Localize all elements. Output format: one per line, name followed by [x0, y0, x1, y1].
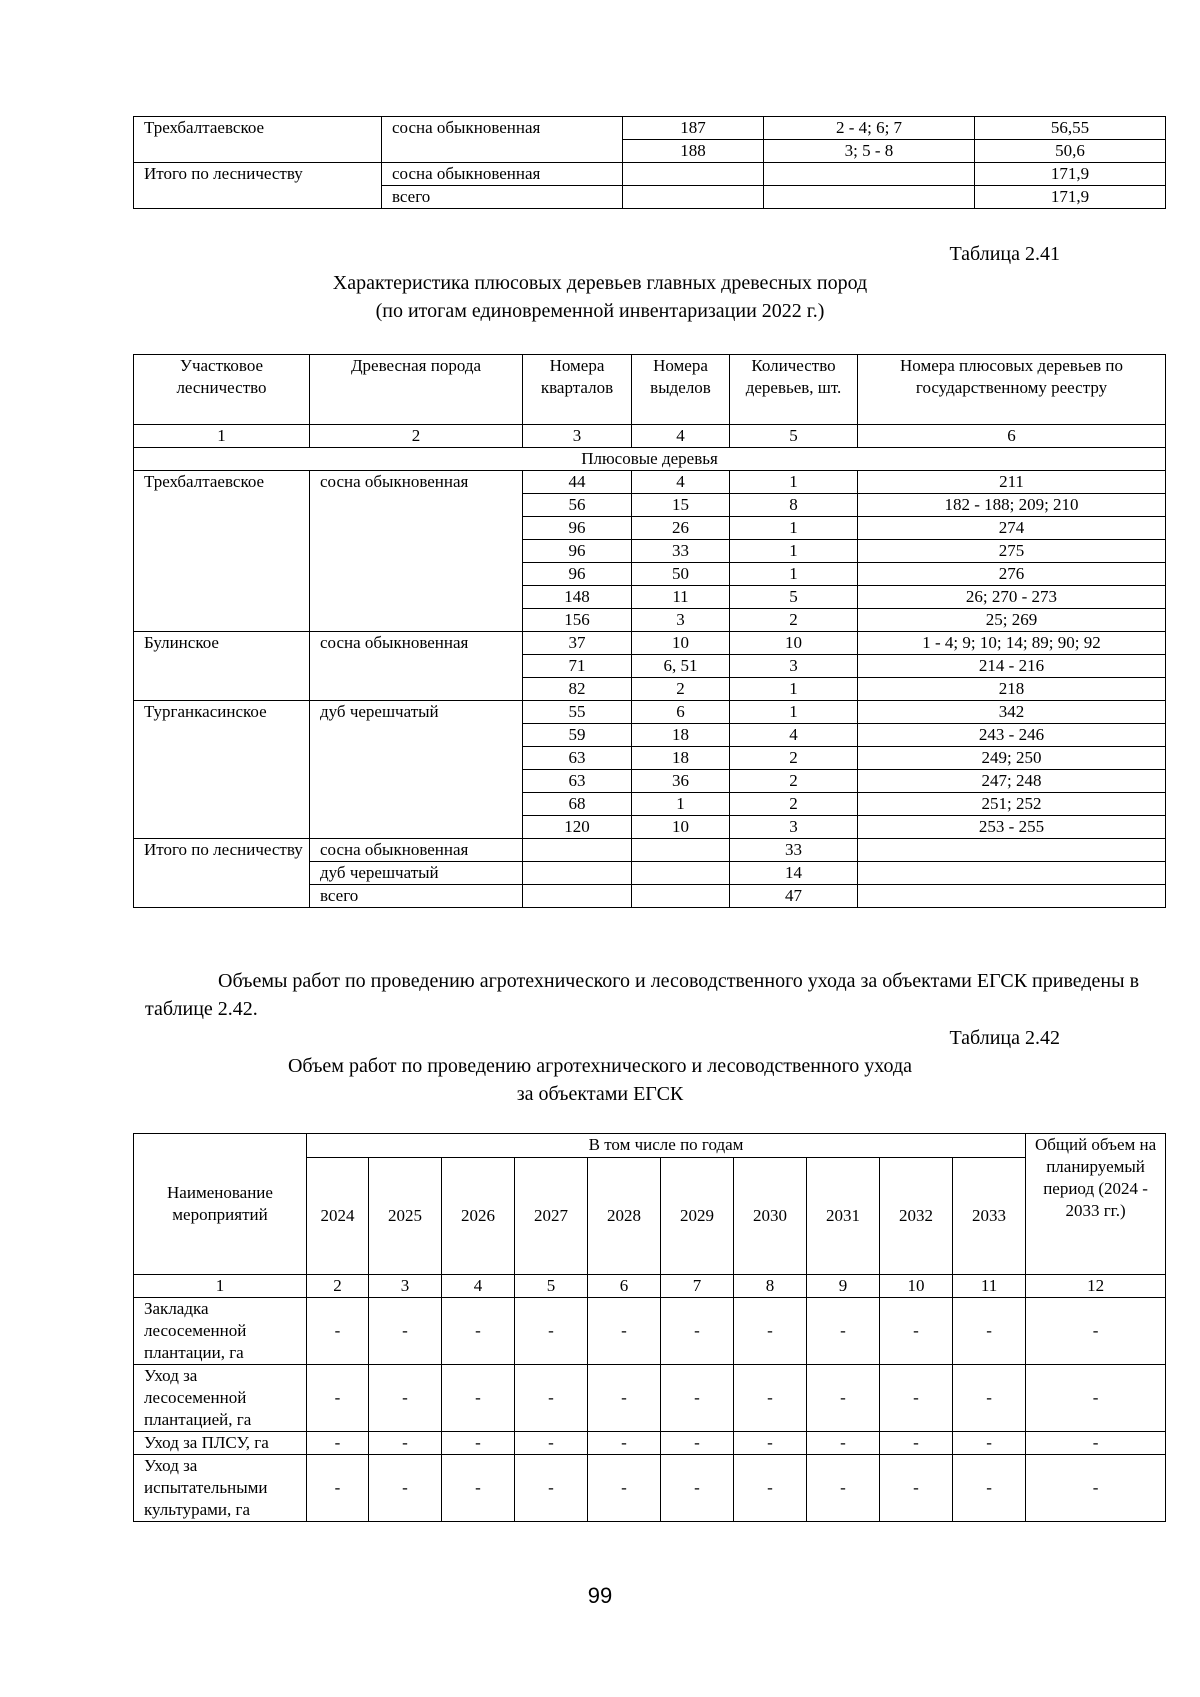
- cell-value: -: [807, 1432, 880, 1455]
- cell-forestry: [134, 586, 310, 609]
- cell-area: 171,9: [975, 186, 1166, 209]
- cell-registry: 25; 269: [858, 609, 1166, 632]
- cell-forestry: [134, 609, 310, 632]
- header-cell: Количество деревьев, шт.: [730, 355, 858, 425]
- cell-value: -: [734, 1432, 807, 1455]
- cell-registry: 182 - 188; 209; 210: [858, 494, 1166, 517]
- totals-body: [134, 839, 1166, 908]
- year-header: 2033: [953, 1158, 1026, 1275]
- header-row: [134, 1134, 1166, 1158]
- cell-value: -: [1026, 1298, 1166, 1365]
- cell-section: 50: [632, 563, 730, 586]
- column-number: 5: [730, 425, 858, 448]
- cell-count: 1: [730, 563, 858, 586]
- cell-value: -: [1026, 1365, 1166, 1432]
- cell-value: -: [369, 1365, 442, 1432]
- cell-count: 3: [730, 816, 858, 839]
- table-row: [134, 747, 1166, 770]
- cell-quarter: 55: [523, 701, 632, 724]
- table-row: [134, 678, 1166, 701]
- cell-value: -: [442, 1455, 515, 1522]
- year-header: 2026: [442, 1158, 515, 1275]
- cell-quarter: 59: [523, 724, 632, 747]
- cell-value: -: [515, 1365, 588, 1432]
- cell-registry: 214 - 216: [858, 655, 1166, 678]
- cell-registry: 342: [858, 701, 1166, 724]
- column-number-row: [134, 1275, 1166, 1298]
- cell-section: 4: [632, 471, 730, 494]
- table-row: [134, 1365, 1166, 1432]
- cell-value: -: [807, 1365, 880, 1432]
- cell-species: [310, 678, 523, 701]
- table-2-42: [133, 1133, 1166, 1522]
- cell-value: -: [953, 1298, 1026, 1365]
- cell-quarter: 63: [523, 747, 632, 770]
- cell-value: -: [880, 1432, 953, 1455]
- cell-section: 15: [632, 494, 730, 517]
- cell-quarter: 82: [523, 678, 632, 701]
- cell-value: -: [307, 1298, 369, 1365]
- cell-forestry: [134, 678, 310, 701]
- cell-forestry: Трехбалтаевское: [134, 471, 310, 494]
- column-number: 4: [632, 425, 730, 448]
- header-total: Общий объем на планируемый период (2024 - 2033 гг.): [1026, 1134, 1166, 1275]
- cell-registry: 218: [858, 678, 1166, 701]
- cell-count: 5: [730, 586, 858, 609]
- year-header: 2031: [807, 1158, 880, 1275]
- cell-quarter: 148: [523, 586, 632, 609]
- cell-count: 3: [730, 655, 858, 678]
- table-body: [134, 1298, 1166, 1522]
- cell-species: всего: [310, 885, 523, 908]
- year-header: 2032: [880, 1158, 953, 1275]
- cell-count: 1: [730, 471, 858, 494]
- cell-value: -: [953, 1455, 1026, 1522]
- cell-quarter: [523, 885, 632, 908]
- cell-count: 47: [730, 885, 858, 908]
- cell-section: 18: [632, 724, 730, 747]
- cell-value: -: [807, 1455, 880, 1522]
- header-cell: Номера выделов: [632, 355, 730, 425]
- cell-count: 1: [730, 678, 858, 701]
- cell-forestry: [134, 816, 310, 839]
- cell-quarter: 96: [523, 517, 632, 540]
- cell-quarter: 187: [623, 117, 764, 140]
- table-row: [134, 1298, 1166, 1365]
- table-row: [134, 770, 1166, 793]
- cell-count: 2: [730, 770, 858, 793]
- cell-section: [632, 839, 730, 862]
- cell-registry: 211: [858, 471, 1166, 494]
- cell-value: -: [953, 1432, 1026, 1455]
- cell-section: [632, 885, 730, 908]
- column-number-row: [134, 425, 1166, 448]
- cell-quarter: 56: [523, 494, 632, 517]
- cell-species: [310, 747, 523, 770]
- table-row: [134, 540, 1166, 563]
- year-header: 2024: [307, 1158, 369, 1275]
- table-row: [134, 163, 1166, 186]
- cell-section: 10: [632, 632, 730, 655]
- cell-quarter: 156: [523, 609, 632, 632]
- cell-registry: 276: [858, 563, 1166, 586]
- column-number: 1: [134, 425, 310, 448]
- cell-value: -: [1026, 1432, 1166, 1455]
- table-label: Таблица 2.42: [949, 1027, 1060, 1049]
- cell-registry: 253 - 255: [858, 816, 1166, 839]
- table-row: [134, 701, 1166, 724]
- cell-registry: 1 - 4; 9; 10; 14; 89; 90; 92: [858, 632, 1166, 655]
- cell-value: -: [307, 1365, 369, 1432]
- cell-species: [310, 655, 523, 678]
- cell-value: -: [734, 1365, 807, 1432]
- cell-species: [310, 586, 523, 609]
- column-number: 7: [661, 1275, 734, 1298]
- column-number: 12: [1026, 1275, 1166, 1298]
- cell-count: 2: [730, 747, 858, 770]
- cell-count: 1: [730, 540, 858, 563]
- table-row: [134, 117, 1166, 140]
- cell-value: -: [588, 1298, 661, 1365]
- cell-quarter: 63: [523, 770, 632, 793]
- cell-species: сосна обыкновенная: [382, 163, 623, 186]
- table-row: [134, 632, 1166, 655]
- cell-forestry: [134, 655, 310, 678]
- header-cell: Участковое лесничество: [134, 355, 310, 425]
- header-cell: Номера кварталов: [523, 355, 632, 425]
- table-row: [134, 1432, 1166, 1455]
- cell-value: -: [953, 1365, 1026, 1432]
- cell-quarter: 188: [623, 140, 764, 163]
- cell-registry: 274: [858, 517, 1166, 540]
- cell-value: -: [369, 1455, 442, 1522]
- column-number: 1: [134, 1275, 307, 1298]
- cell-forestry: [134, 747, 310, 770]
- cell-quarter: [623, 186, 764, 209]
- cell-registry: 251; 252: [858, 793, 1166, 816]
- cell-value: -: [515, 1298, 588, 1365]
- cell-quarter: 37: [523, 632, 632, 655]
- cell-forestry: Итого по лесничеству: [134, 163, 382, 186]
- header-row: [134, 355, 1166, 425]
- cell-quarter: 44: [523, 471, 632, 494]
- cell-registry: [858, 885, 1166, 908]
- cell-species: дуб черешчатый: [310, 862, 523, 885]
- cell-count: 2: [730, 793, 858, 816]
- table-label: Таблица 2.41: [949, 243, 1060, 265]
- cell-activity-name: Уход за лесосеменной плантацией, га: [134, 1365, 307, 1432]
- header-name: Наименование мероприятий: [134, 1134, 307, 1275]
- cell-value: -: [515, 1455, 588, 1522]
- cell-value: -: [588, 1365, 661, 1432]
- cell-value: -: [442, 1298, 515, 1365]
- cell-registry: 249; 250: [858, 747, 1166, 770]
- cell-quarter: 68: [523, 793, 632, 816]
- table-subtitle: за объектами ЕГСК: [516, 1083, 684, 1105]
- cell-species: [310, 793, 523, 816]
- body-paragraph: Объемы работ по проведению агротехнического и лесоводственного ухода за объектами ЕГСК приведены в таблице 2.42.: [145, 970, 1140, 1020]
- cell-sections: 3; 5 - 8: [764, 140, 975, 163]
- column-number: 2: [310, 425, 523, 448]
- table-row: [134, 816, 1166, 839]
- cell-species: сосна обыкновенная: [310, 632, 523, 655]
- cell-species: [310, 609, 523, 632]
- column-number: 2: [307, 1275, 369, 1298]
- column-number: 9: [807, 1275, 880, 1298]
- column-number: 5: [515, 1275, 588, 1298]
- column-number: 8: [734, 1275, 807, 1298]
- cell-count: 4: [730, 724, 858, 747]
- column-number: 10: [880, 1275, 953, 1298]
- column-number: 3: [523, 425, 632, 448]
- cell-count: 33: [730, 839, 858, 862]
- cell-quarter: 96: [523, 563, 632, 586]
- header-cell: Номера плюсовых деревьев по государственному реестру: [858, 355, 1166, 425]
- cell-sections: [764, 163, 975, 186]
- cell-species: сосна обыкновенная: [382, 117, 623, 140]
- cell-forestry: [134, 770, 310, 793]
- cell-section: 10: [632, 816, 730, 839]
- cell-value: -: [588, 1455, 661, 1522]
- cell-species: [310, 724, 523, 747]
- cell-section: [632, 862, 730, 885]
- cell-section: 18: [632, 747, 730, 770]
- totals-row: [134, 839, 1166, 862]
- cell-species: сосна обыкновенная: [310, 839, 523, 862]
- cell-section: 2: [632, 678, 730, 701]
- cell-forestry: Трехбалтаевское: [134, 117, 382, 140]
- cell-forestry: Турганкасинское: [134, 701, 310, 724]
- cell-forestry: [134, 494, 310, 517]
- table-row: [134, 186, 1166, 209]
- year-header: 2025: [369, 1158, 442, 1275]
- cell-forestry: [134, 540, 310, 563]
- cell-registry: 247; 248: [858, 770, 1166, 793]
- table-row: [134, 724, 1166, 747]
- year-header: 2027: [515, 1158, 588, 1275]
- cell-registry: 243 - 246: [858, 724, 1166, 747]
- cell-species: всего: [382, 186, 623, 209]
- table-row: [134, 1455, 1166, 1522]
- column-number: 4: [442, 1275, 515, 1298]
- cell-quarter: [523, 839, 632, 862]
- year-header: 2029: [661, 1158, 734, 1275]
- year-header: 2028: [588, 1158, 661, 1275]
- cell-value: -: [807, 1298, 880, 1365]
- cell-species: [382, 140, 623, 163]
- cell-species: [310, 540, 523, 563]
- cell-area: 56,55: [975, 117, 1166, 140]
- table-row: [134, 586, 1166, 609]
- cell-species: [310, 816, 523, 839]
- cell-value: -: [588, 1432, 661, 1455]
- cell-value: -: [880, 1455, 953, 1522]
- section-row: [134, 448, 1166, 471]
- cell-value: -: [880, 1365, 953, 1432]
- cell-value: -: [307, 1455, 369, 1522]
- cell-activity-name: Уход за ПЛСУ, га: [134, 1432, 307, 1455]
- cell-species: дуб черешчатый: [310, 701, 523, 724]
- column-number: 11: [953, 1275, 1026, 1298]
- cell-count: 10: [730, 632, 858, 655]
- table-row: [134, 609, 1166, 632]
- cell-section: 3: [632, 609, 730, 632]
- cell-quarter: 96: [523, 540, 632, 563]
- table-row: [134, 140, 1166, 163]
- cell-count: 1: [730, 517, 858, 540]
- cell-quarter: 71: [523, 655, 632, 678]
- header-years-group: В том числе по годам: [307, 1134, 1026, 1158]
- page-number: 99: [587, 1583, 613, 1608]
- cell-value: -: [307, 1432, 369, 1455]
- cell-registry: [858, 862, 1166, 885]
- cell-value: -: [880, 1298, 953, 1365]
- cell-count: 2: [730, 609, 858, 632]
- cell-section: 36: [632, 770, 730, 793]
- table-body: [134, 471, 1166, 839]
- cell-value: -: [1026, 1455, 1166, 1522]
- cell-registry: 26; 270 - 273: [858, 586, 1166, 609]
- table-2-41: [133, 354, 1166, 908]
- top-table: [133, 116, 1166, 209]
- cell-count: 8: [730, 494, 858, 517]
- cell-registry: 275: [858, 540, 1166, 563]
- cell-species: [310, 563, 523, 586]
- header-cell: Древесная порода: [310, 355, 523, 425]
- cell-value: -: [442, 1432, 515, 1455]
- column-number: 6: [588, 1275, 661, 1298]
- cell-species: сосна обыкновенная: [310, 471, 523, 494]
- cell-quarter: 120: [523, 816, 632, 839]
- cell-value: -: [442, 1365, 515, 1432]
- year-header: 2030: [734, 1158, 807, 1275]
- cell-forestry: [134, 186, 382, 209]
- cell-value: -: [661, 1455, 734, 1522]
- cell-value: -: [661, 1432, 734, 1455]
- cell-section: 6: [632, 701, 730, 724]
- cell-area: 50,6: [975, 140, 1166, 163]
- table-title: Объем работ по проведению агротехнического и лесоводственного ухода: [287, 1055, 913, 1077]
- cell-forestry: [134, 793, 310, 816]
- cell-species: [310, 517, 523, 540]
- cell-forestry: [134, 140, 382, 163]
- cell-value: -: [734, 1455, 807, 1522]
- cell-section: 33: [632, 540, 730, 563]
- table-row: [134, 655, 1166, 678]
- cell-value: -: [661, 1365, 734, 1432]
- column-number: 6: [858, 425, 1166, 448]
- cell-activity-name: Закладка лесосеменной плантации, га: [134, 1298, 307, 1365]
- cell-total-label: Итого по лесничеству: [134, 839, 310, 908]
- cell-quarter: [523, 862, 632, 885]
- table-row: [134, 471, 1166, 494]
- cell-registry: [858, 839, 1166, 862]
- table-subtitle: (по итогам единовременной инвентаризации 2022 г.): [375, 300, 825, 322]
- table-row: [134, 563, 1166, 586]
- cell-forestry: [134, 563, 310, 586]
- table-row: [134, 793, 1166, 816]
- cell-section: 26: [632, 517, 730, 540]
- cell-value: -: [515, 1432, 588, 1455]
- cell-value: -: [369, 1298, 442, 1365]
- table-row: [134, 494, 1166, 517]
- cell-forestry: [134, 517, 310, 540]
- table-title: Характеристика плюсовых деревьев главных древесных пород: [332, 272, 868, 294]
- cell-quarter: [623, 163, 764, 186]
- cell-section: 1: [632, 793, 730, 816]
- cell-forestry: Булинское: [134, 632, 310, 655]
- cell-value: -: [734, 1298, 807, 1365]
- cell-value: -: [369, 1432, 442, 1455]
- cell-sections: [764, 186, 975, 209]
- cell-section: 6, 51: [632, 655, 730, 678]
- section-title: Плюсовые деревья: [134, 448, 1166, 471]
- cell-activity-name: Уход за испытательными культурами, га: [134, 1455, 307, 1522]
- cell-count: 1: [730, 701, 858, 724]
- cell-sections: 2 - 4; 6; 7: [764, 117, 975, 140]
- cell-species: [310, 770, 523, 793]
- table-row: [134, 517, 1166, 540]
- cell-species: [310, 494, 523, 517]
- cell-section: 11: [632, 586, 730, 609]
- cell-forestry: [134, 724, 310, 747]
- cell-area: 171,9: [975, 163, 1166, 186]
- cell-count: 14: [730, 862, 858, 885]
- column-number: 3: [369, 1275, 442, 1298]
- cell-value: -: [661, 1298, 734, 1365]
